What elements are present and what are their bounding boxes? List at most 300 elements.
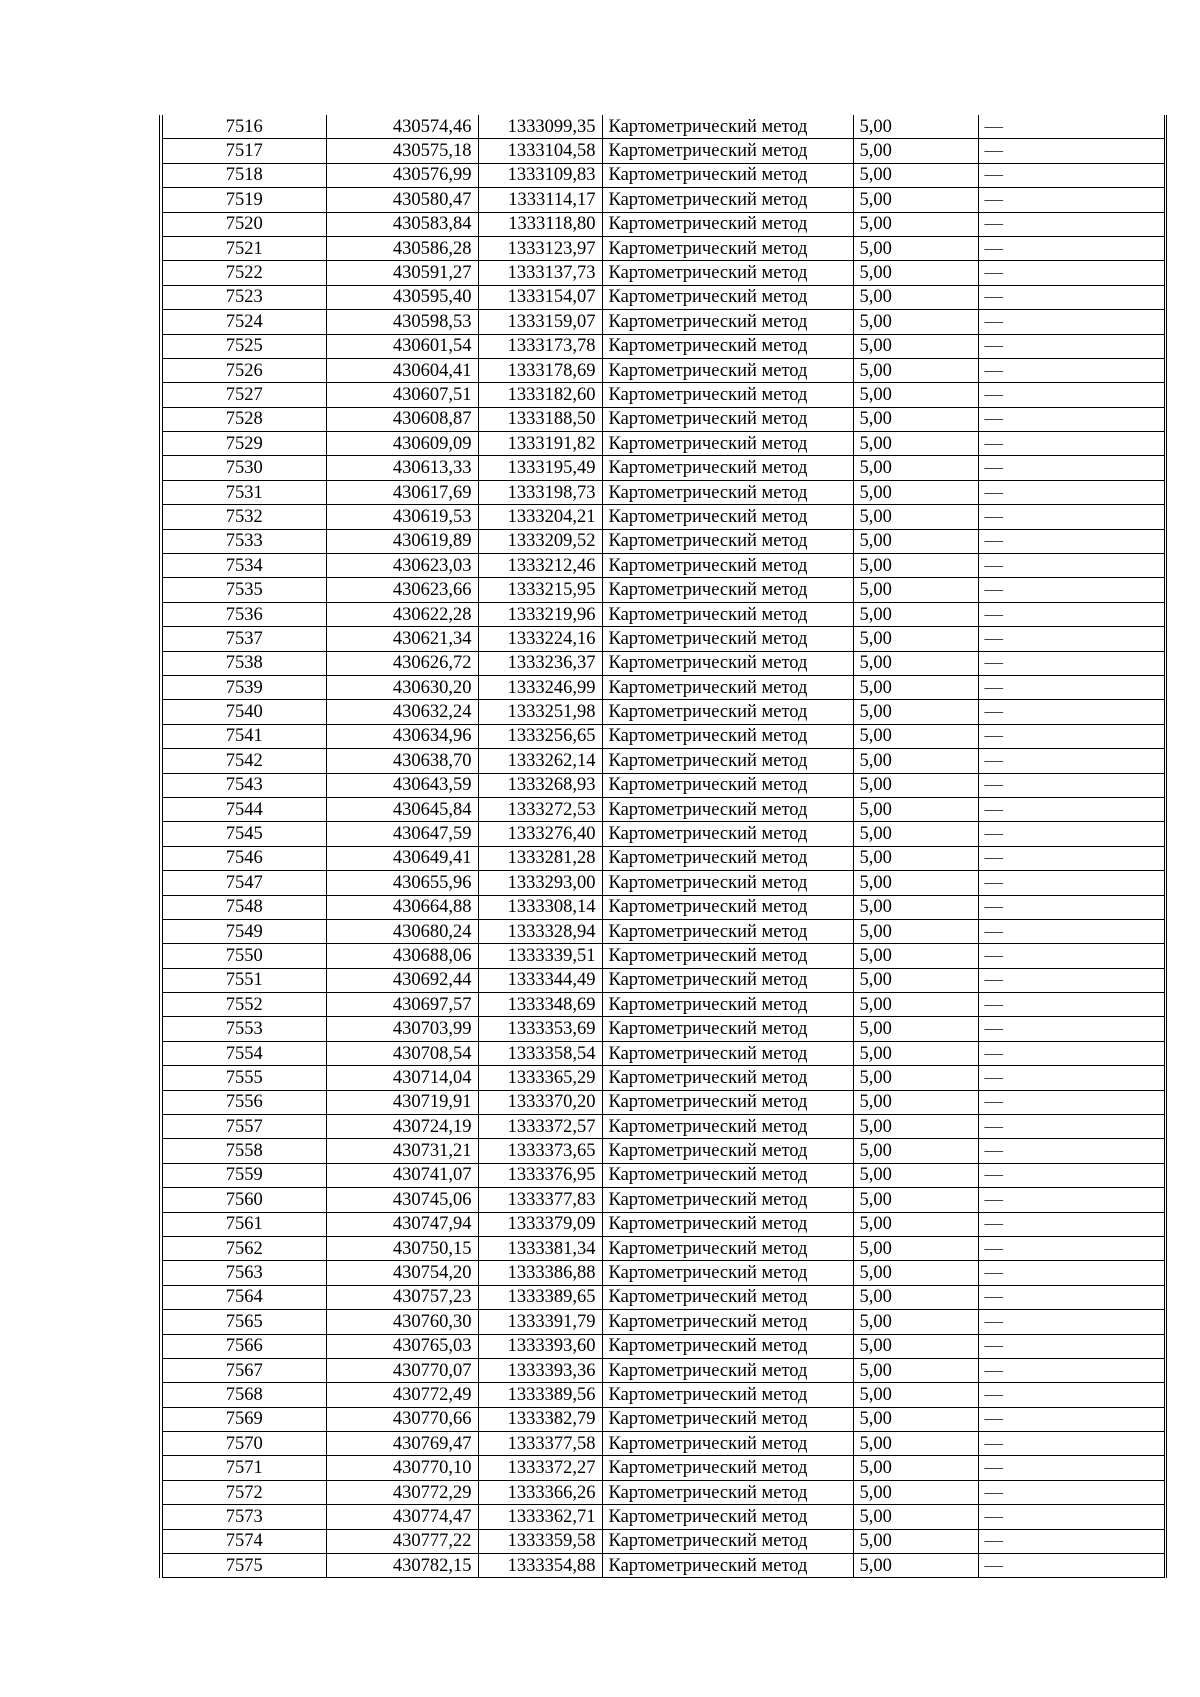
method-cell: Картометрический метод — [602, 1529, 853, 1553]
accuracy-cell: 5,00 — [853, 846, 978, 870]
method-cell: Картометрический метод — [602, 1188, 853, 1212]
table-row — [161, 456, 1165, 480]
point-number-cell: 7532 — [161, 505, 326, 529]
table-row — [161, 261, 1165, 285]
x-coordinate-cell: 430777,22 — [326, 1529, 478, 1553]
accuracy-cell: 5,00 — [853, 968, 978, 992]
point-number-cell: 7556 — [161, 1090, 326, 1114]
accuracy-cell: 5,00 — [853, 797, 978, 821]
table-row — [161, 578, 1165, 602]
x-coordinate-cell: 430645,84 — [326, 797, 478, 821]
table-row — [161, 1115, 1165, 1139]
x-coordinate-cell: 430731,21 — [326, 1139, 478, 1163]
method-cell: Картометрический метод — [602, 554, 853, 578]
table-row — [161, 505, 1165, 529]
table-row — [161, 1529, 1165, 1553]
y-coordinate-cell: 1333386,88 — [478, 1261, 602, 1285]
note-cell: — — [978, 261, 1165, 285]
y-coordinate-cell: 1333358,54 — [478, 1041, 602, 1065]
point-number-cell: 7516 — [161, 115, 326, 139]
point-number-cell: 7531 — [161, 480, 326, 504]
table-row — [161, 919, 1165, 943]
table-row — [161, 1456, 1165, 1480]
table-row — [161, 1310, 1165, 1334]
accuracy-cell: 5,00 — [853, 139, 978, 163]
note-cell: — — [978, 310, 1165, 334]
accuracy-cell: 5,00 — [853, 627, 978, 651]
note-cell: — — [978, 578, 1165, 602]
point-number-cell: 7566 — [161, 1334, 326, 1358]
coordinates-table-body — [161, 115, 1165, 1578]
x-coordinate-cell: 430623,66 — [326, 578, 478, 602]
method-cell: Картометрический метод — [602, 1456, 853, 1480]
table-row — [161, 1188, 1165, 1212]
method-cell: Картометрический метод — [602, 1480, 853, 1504]
table-row — [161, 1212, 1165, 1236]
table-row — [161, 1358, 1165, 1382]
y-coordinate-cell: 1333256,65 — [478, 724, 602, 748]
y-coordinate-cell: 1333354,88 — [478, 1554, 602, 1578]
table-row — [161, 1383, 1165, 1407]
point-number-cell: 7562 — [161, 1236, 326, 1260]
note-cell: — — [978, 456, 1165, 480]
y-coordinate-cell: 1333137,73 — [478, 261, 602, 285]
point-number-cell: 7553 — [161, 1017, 326, 1041]
x-coordinate-cell: 430575,18 — [326, 139, 478, 163]
y-coordinate-cell: 1333212,46 — [478, 554, 602, 578]
accuracy-cell: 5,00 — [853, 895, 978, 919]
table-row — [161, 749, 1165, 773]
point-number-cell: 7517 — [161, 139, 326, 163]
x-coordinate-cell: 430692,44 — [326, 968, 478, 992]
table-row — [161, 383, 1165, 407]
x-coordinate-cell: 430638,70 — [326, 749, 478, 773]
table-row — [161, 358, 1165, 382]
method-cell: Картометрический метод — [602, 529, 853, 553]
y-coordinate-cell: 1333268,93 — [478, 773, 602, 797]
point-number-cell: 7558 — [161, 1139, 326, 1163]
note-cell: — — [978, 1212, 1165, 1236]
method-cell: Картометрический метод — [602, 1115, 853, 1139]
accuracy-cell: 5,00 — [853, 1407, 978, 1431]
accuracy-cell: 5,00 — [853, 310, 978, 334]
x-coordinate-cell: 430765,03 — [326, 1334, 478, 1358]
note-cell: — — [978, 1310, 1165, 1334]
x-coordinate-cell: 430708,54 — [326, 1041, 478, 1065]
point-number-cell: 7546 — [161, 846, 326, 870]
x-coordinate-cell: 430632,24 — [326, 700, 478, 724]
point-number-cell: 7524 — [161, 310, 326, 334]
table-row — [161, 675, 1165, 699]
x-coordinate-cell: 430745,06 — [326, 1188, 478, 1212]
accuracy-cell: 5,00 — [853, 1383, 978, 1407]
method-cell: Картометрический метод — [602, 1554, 853, 1578]
x-coordinate-cell: 430613,33 — [326, 456, 478, 480]
x-coordinate-cell: 430680,24 — [326, 919, 478, 943]
x-coordinate-cell: 430583,84 — [326, 212, 478, 236]
table-row — [161, 1554, 1165, 1578]
note-cell: — — [978, 1066, 1165, 1090]
point-number-cell: 7565 — [161, 1310, 326, 1334]
table-row — [161, 1163, 1165, 1187]
x-coordinate-cell: 430782,15 — [326, 1554, 478, 1578]
x-coordinate-cell: 430619,53 — [326, 505, 478, 529]
note-cell: — — [978, 1261, 1165, 1285]
point-number-cell: 7540 — [161, 700, 326, 724]
note-cell: — — [978, 700, 1165, 724]
point-number-cell: 7560 — [161, 1188, 326, 1212]
note-cell: — — [978, 871, 1165, 895]
x-coordinate-cell: 430774,47 — [326, 1505, 478, 1529]
accuracy-cell: 5,00 — [853, 944, 978, 968]
note-cell: — — [978, 383, 1165, 407]
note-cell: — — [978, 1017, 1165, 1041]
table-row — [161, 602, 1165, 626]
y-coordinate-cell: 1333123,97 — [478, 236, 602, 260]
table-row — [161, 1334, 1165, 1358]
table-row — [161, 1285, 1165, 1309]
point-number-cell: 7528 — [161, 407, 326, 431]
accuracy-cell: 5,00 — [853, 407, 978, 431]
method-cell: Картометрический метод — [602, 797, 853, 821]
note-cell: — — [978, 334, 1165, 358]
point-number-cell: 7564 — [161, 1285, 326, 1309]
point-number-cell: 7569 — [161, 1407, 326, 1431]
accuracy-cell: 5,00 — [853, 602, 978, 626]
x-coordinate-cell: 430586,28 — [326, 236, 478, 260]
method-cell: Картометрический метод — [602, 651, 853, 675]
accuracy-cell: 5,00 — [853, 1456, 978, 1480]
point-number-cell: 7543 — [161, 773, 326, 797]
x-coordinate-cell: 430634,96 — [326, 724, 478, 748]
note-cell: — — [978, 1480, 1165, 1504]
y-coordinate-cell: 1333272,53 — [478, 797, 602, 821]
point-number-cell: 7552 — [161, 993, 326, 1017]
table-row — [161, 407, 1165, 431]
x-coordinate-cell: 430647,59 — [326, 822, 478, 846]
method-cell: Картометрический метод — [602, 212, 853, 236]
point-number-cell: 7549 — [161, 919, 326, 943]
x-coordinate-cell: 430617,69 — [326, 480, 478, 504]
note-cell: — — [978, 895, 1165, 919]
x-coordinate-cell: 430595,40 — [326, 285, 478, 309]
method-cell: Картометрический метод — [602, 236, 853, 260]
point-number-cell: 7572 — [161, 1480, 326, 1504]
table-row — [161, 1090, 1165, 1114]
point-number-cell: 7555 — [161, 1066, 326, 1090]
note-cell: — — [978, 1163, 1165, 1187]
y-coordinate-cell: 1333389,56 — [478, 1383, 602, 1407]
note-cell: — — [978, 358, 1165, 382]
x-coordinate-cell: 430574,46 — [326, 115, 478, 139]
accuracy-cell: 5,00 — [853, 700, 978, 724]
x-coordinate-cell: 430607,51 — [326, 383, 478, 407]
method-cell: Картометрический метод — [602, 871, 853, 895]
point-number-cell: 7521 — [161, 236, 326, 260]
method-cell: Картометрический метод — [602, 602, 853, 626]
x-coordinate-cell: 430598,53 — [326, 310, 478, 334]
table-row — [161, 1017, 1165, 1041]
x-coordinate-cell: 430608,87 — [326, 407, 478, 431]
method-cell: Картометрический метод — [602, 432, 853, 456]
x-coordinate-cell: 430760,30 — [326, 1310, 478, 1334]
accuracy-cell: 5,00 — [853, 1358, 978, 1382]
x-coordinate-cell: 430626,72 — [326, 651, 478, 675]
point-number-cell: 7534 — [161, 554, 326, 578]
x-coordinate-cell: 430770,10 — [326, 1456, 478, 1480]
note-cell: — — [978, 749, 1165, 773]
point-number-cell: 7530 — [161, 456, 326, 480]
method-cell: Картометрический метод — [602, 1310, 853, 1334]
accuracy-cell: 5,00 — [853, 432, 978, 456]
accuracy-cell: 5,00 — [853, 1066, 978, 1090]
method-cell: Картометрический метод — [602, 1383, 853, 1407]
table-row — [161, 797, 1165, 821]
note-cell: — — [978, 797, 1165, 821]
method-cell: Картометрический метод — [602, 1334, 853, 1358]
note-cell: — — [978, 1383, 1165, 1407]
point-number-cell: 7561 — [161, 1212, 326, 1236]
y-coordinate-cell: 1333381,34 — [478, 1236, 602, 1260]
table-row — [161, 968, 1165, 992]
method-cell: Картометрический метод — [602, 1212, 853, 1236]
x-coordinate-cell: 430769,47 — [326, 1432, 478, 1456]
accuracy-cell: 5,00 — [853, 261, 978, 285]
accuracy-cell: 5,00 — [853, 1310, 978, 1334]
note-cell: — — [978, 432, 1165, 456]
table-row — [161, 1505, 1165, 1529]
table-row — [161, 529, 1165, 553]
x-coordinate-cell: 430772,29 — [326, 1480, 478, 1504]
point-number-cell: 7536 — [161, 602, 326, 626]
point-number-cell: 7541 — [161, 724, 326, 748]
y-coordinate-cell: 1333188,50 — [478, 407, 602, 431]
y-coordinate-cell: 1333178,69 — [478, 358, 602, 382]
method-cell: Картометрический метод — [602, 383, 853, 407]
point-number-cell: 7575 — [161, 1554, 326, 1578]
y-coordinate-cell: 1333215,95 — [478, 578, 602, 602]
point-number-cell: 7574 — [161, 1529, 326, 1553]
method-cell: Картометрический метод — [602, 188, 853, 212]
note-cell: — — [978, 1407, 1165, 1431]
accuracy-cell: 5,00 — [853, 1236, 978, 1260]
y-coordinate-cell: 1333204,21 — [478, 505, 602, 529]
accuracy-cell: 5,00 — [853, 1505, 978, 1529]
y-coordinate-cell: 1333348,69 — [478, 993, 602, 1017]
accuracy-cell: 5,00 — [853, 1285, 978, 1309]
y-coordinate-cell: 1333209,52 — [478, 529, 602, 553]
y-coordinate-cell: 1333104,58 — [478, 139, 602, 163]
x-coordinate-cell: 430649,41 — [326, 846, 478, 870]
x-coordinate-cell: 430770,66 — [326, 1407, 478, 1431]
point-number-cell: 7535 — [161, 578, 326, 602]
note-cell: — — [978, 724, 1165, 748]
point-number-cell: 7520 — [161, 212, 326, 236]
accuracy-cell: 5,00 — [853, 578, 978, 602]
accuracy-cell: 5,00 — [853, 1188, 978, 1212]
method-cell: Картометрический метод — [602, 773, 853, 797]
table-row — [161, 554, 1165, 578]
y-coordinate-cell: 1333328,94 — [478, 919, 602, 943]
y-coordinate-cell: 1333195,49 — [478, 456, 602, 480]
method-cell: Картометрический метод — [602, 1090, 853, 1114]
coordinates-table — [159, 115, 1167, 1578]
x-coordinate-cell: 430601,54 — [326, 334, 478, 358]
method-cell: Картометрический метод — [602, 139, 853, 163]
accuracy-cell: 5,00 — [853, 285, 978, 309]
point-number-cell: 7529 — [161, 432, 326, 456]
accuracy-cell: 5,00 — [853, 334, 978, 358]
table-row — [161, 432, 1165, 456]
y-coordinate-cell: 1333293,00 — [478, 871, 602, 895]
note-cell: — — [978, 602, 1165, 626]
y-coordinate-cell: 1333224,16 — [478, 627, 602, 651]
method-cell: Картометрический метод — [602, 700, 853, 724]
method-cell: Картометрический метод — [602, 919, 853, 943]
x-coordinate-cell: 430576,99 — [326, 163, 478, 187]
point-number-cell: 7550 — [161, 944, 326, 968]
y-coordinate-cell: 1333246,99 — [478, 675, 602, 699]
method-cell: Картометрический метод — [602, 1017, 853, 1041]
accuracy-cell: 5,00 — [853, 1529, 978, 1553]
accuracy-cell: 5,00 — [853, 1115, 978, 1139]
x-coordinate-cell: 430741,07 — [326, 1163, 478, 1187]
note-cell: — — [978, 919, 1165, 943]
accuracy-cell: 5,00 — [853, 163, 978, 187]
method-cell: Картометрический метод — [602, 627, 853, 651]
y-coordinate-cell: 1333276,40 — [478, 822, 602, 846]
note-cell: — — [978, 212, 1165, 236]
method-cell: Картометрический метод — [602, 480, 853, 504]
x-coordinate-cell: 430750,15 — [326, 1236, 478, 1260]
method-cell: Картометрический метод — [602, 1358, 853, 1382]
accuracy-cell: 5,00 — [853, 1139, 978, 1163]
y-coordinate-cell: 1333251,98 — [478, 700, 602, 724]
accuracy-cell: 5,00 — [853, 358, 978, 382]
note-cell: — — [978, 968, 1165, 992]
y-coordinate-cell: 1333236,37 — [478, 651, 602, 675]
table-row — [161, 1432, 1165, 1456]
point-number-cell: 7568 — [161, 1383, 326, 1407]
table-row — [161, 1407, 1165, 1431]
method-cell: Картометрический метод — [602, 675, 853, 699]
table-row — [161, 334, 1165, 358]
note-cell: — — [978, 1529, 1165, 1553]
note-cell: — — [978, 1236, 1165, 1260]
method-cell: Картометрический метод — [602, 1261, 853, 1285]
table-row — [161, 1041, 1165, 1065]
x-coordinate-cell: 430754,20 — [326, 1261, 478, 1285]
x-coordinate-cell: 430703,99 — [326, 1017, 478, 1041]
note-cell: — — [978, 163, 1165, 187]
y-coordinate-cell: 1333262,14 — [478, 749, 602, 773]
table-row — [161, 1139, 1165, 1163]
point-number-cell: 7551 — [161, 968, 326, 992]
method-cell: Картометрический метод — [602, 846, 853, 870]
y-coordinate-cell: 1333362,71 — [478, 1505, 602, 1529]
table-row — [161, 871, 1165, 895]
method-cell: Картометрический метод — [602, 1432, 853, 1456]
accuracy-cell: 5,00 — [853, 480, 978, 504]
accuracy-cell: 5,00 — [853, 188, 978, 212]
x-coordinate-cell: 430714,04 — [326, 1066, 478, 1090]
x-coordinate-cell: 430757,23 — [326, 1285, 478, 1309]
note-cell: — — [978, 651, 1165, 675]
x-coordinate-cell: 430604,41 — [326, 358, 478, 382]
y-coordinate-cell: 1333391,79 — [478, 1310, 602, 1334]
x-coordinate-cell: 430630,20 — [326, 675, 478, 699]
method-cell: Картометрический метод — [602, 1066, 853, 1090]
table-row — [161, 944, 1165, 968]
accuracy-cell: 5,00 — [853, 1212, 978, 1236]
y-coordinate-cell: 1333393,60 — [478, 1334, 602, 1358]
y-coordinate-cell: 1333114,17 — [478, 188, 602, 212]
note-cell: — — [978, 529, 1165, 553]
method-cell: Картометрический метод — [602, 749, 853, 773]
note-cell: — — [978, 675, 1165, 699]
table-row — [161, 163, 1165, 187]
accuracy-cell: 5,00 — [853, 1041, 978, 1065]
y-coordinate-cell: 1333377,58 — [478, 1432, 602, 1456]
point-number-cell: 7548 — [161, 895, 326, 919]
method-cell: Картометрический метод — [602, 261, 853, 285]
point-number-cell: 7544 — [161, 797, 326, 821]
point-number-cell: 7567 — [161, 1358, 326, 1382]
note-cell: — — [978, 1334, 1165, 1358]
point-number-cell: 7563 — [161, 1261, 326, 1285]
point-number-cell: 7522 — [161, 261, 326, 285]
y-coordinate-cell: 1333359,58 — [478, 1529, 602, 1553]
method-cell: Картометрический метод — [602, 578, 853, 602]
method-cell: Картометрический метод — [602, 944, 853, 968]
point-number-cell: 7533 — [161, 529, 326, 553]
table-row — [161, 188, 1165, 212]
y-coordinate-cell: 1333373,65 — [478, 1139, 602, 1163]
y-coordinate-cell: 1333372,57 — [478, 1115, 602, 1139]
x-coordinate-cell: 430719,91 — [326, 1090, 478, 1114]
table-row — [161, 773, 1165, 797]
note-cell: — — [978, 1115, 1165, 1139]
table-row — [161, 822, 1165, 846]
method-cell: Картометрический метод — [602, 724, 853, 748]
x-coordinate-cell: 430643,59 — [326, 773, 478, 797]
x-coordinate-cell: 430770,07 — [326, 1358, 478, 1382]
table-row — [161, 139, 1165, 163]
x-coordinate-cell: 430580,47 — [326, 188, 478, 212]
table-row — [161, 480, 1165, 504]
note-cell: — — [978, 1554, 1165, 1578]
note-cell: — — [978, 1139, 1165, 1163]
note-cell: — — [978, 480, 1165, 504]
table-row — [161, 724, 1165, 748]
accuracy-cell: 5,00 — [853, 822, 978, 846]
accuracy-cell: 5,00 — [853, 1554, 978, 1578]
method-cell: Картометрический метод — [602, 334, 853, 358]
note-cell: — — [978, 285, 1165, 309]
note-cell: — — [978, 1505, 1165, 1529]
method-cell: Картометрический метод — [602, 407, 853, 431]
y-coordinate-cell: 1333308,14 — [478, 895, 602, 919]
accuracy-cell: 5,00 — [853, 212, 978, 236]
table-row — [161, 115, 1165, 139]
y-coordinate-cell: 1333154,07 — [478, 285, 602, 309]
y-coordinate-cell: 1333353,69 — [478, 1017, 602, 1041]
accuracy-cell: 5,00 — [853, 1334, 978, 1358]
table-row — [161, 1480, 1165, 1504]
method-cell: Картометрический метод — [602, 1407, 853, 1431]
point-number-cell: 7573 — [161, 1505, 326, 1529]
accuracy-cell: 5,00 — [853, 115, 978, 139]
